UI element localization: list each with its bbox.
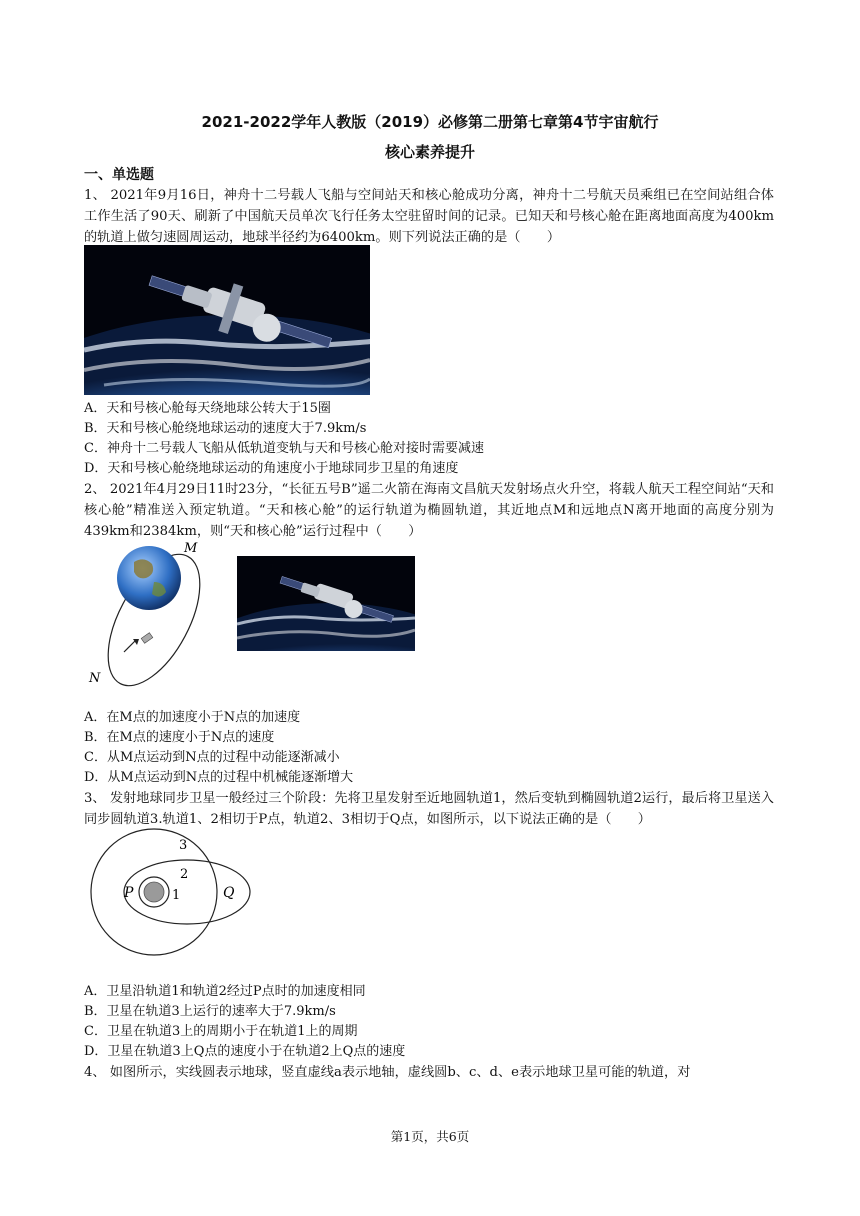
question-4-text: 4、 如图所示，实线圆表示地球，竖直虚线a表示地轴，虚线圆b、c、d、e表示地球卫星可能的轨道，对	[84, 1065, 691, 1080]
question-2-option-a: A．在M点的加速度小于N点的加速度	[84, 710, 301, 725]
question-3-text: 3、 发射地球同步卫星一般经过三个阶段：先将卫星发射至近地圆轨道1，然后变轨到椭圆轨道2运行，最后将卫星送入同步圆轨道3.轨道1、2相切于P点，轨道2、3相切于Q点，如图所示，以下说法正确的是（ ）	[84, 791, 774, 827]
point-n-label: N	[89, 671, 101, 686]
question-1-option-b: B．天和号核心舱绕地球运动的速度大于7.9km/s	[84, 421, 367, 436]
elliptical-orbit-diagram	[84, 540, 214, 690]
point-p-label: P	[124, 885, 134, 901]
orbit-1-label: 1	[172, 888, 181, 903]
question-3-option-b: B．卫星在轨道3上运行的速率大于7.9km/s	[84, 1004, 336, 1019]
orbit-2-label: 2	[180, 867, 189, 882]
space-station-photo-2	[237, 556, 415, 651]
question-2-option-c: C．从M点运动到N点的过程中动能逐渐减小	[84, 750, 340, 765]
question-3-option-a: A．卫星沿轨道1和轨道2经过P点时的加速度相同	[84, 984, 366, 999]
page-title: 2021-2022学年人教版（2019）必修第二册第七章第4节宇宙航行	[201, 113, 659, 131]
point-q-label: Q	[223, 885, 235, 901]
section-heading: 一、单选题	[84, 167, 154, 183]
question-3-option-d: D．卫星在轨道3上Q点的速度小于在轨道2上Q点的速度	[84, 1044, 406, 1059]
question-1-option-a: A．天和号核心舱每天绕地球公转大于15圈	[84, 401, 331, 416]
space-station-photo-1	[84, 245, 370, 395]
question-2-text: 2、 2021年4月29日11时23分，“长征五号B”遥二火箭在海南文昌航天发射场点火升空，将载人航天工程空间站“天和核心舱”精准送入预定轨道。“天和核心舱”的运行轨道为椭圆轨道，其近地点M和远地点N离开地面的高度分别为439km和2384km，则“天和核心舱”运行过程中（ ）	[84, 482, 774, 539]
question-2-option-d: D．从M点运动到N点的过程中机械能逐渐增大	[84, 770, 354, 785]
point-m-label: M	[184, 541, 198, 556]
question-2-option-b: B．在M点的速度小于N点的速度	[84, 730, 275, 745]
question-1-text: 1、 2021年9月16日，神舟十二号载人飞船与空间站天和核心舱成功分离，神舟十二号航天员乘组已在空间站组合体工作生活了90天、刷新了中国航天员单次飞行任务太空驻留时间的记录。已知天和号核心舱在距离地面高度为400km的轨道上做匀速圆周运动，地球半径约为6400km。则下列说法正确的是（ ）	[84, 188, 774, 245]
question-1-option-c: C．神舟十二号载人飞船从低轨道变轨与天和号核心舱对接时需要减速	[84, 441, 484, 456]
page-footer: 第1页，共6页	[390, 1129, 470, 1144]
page-subtitle: 核心素养提升	[384, 143, 475, 161]
question-3-option-c: C．卫星在轨道3上的周期小于在轨道1上的周期	[84, 1024, 358, 1039]
question-1-option-d: D．天和号核心舱绕地球运动的角速度小于地球同步卫星的角速度	[84, 461, 459, 476]
orbit-3-label: 3	[179, 838, 188, 853]
transfer-orbit-diagram	[84, 826, 254, 958]
